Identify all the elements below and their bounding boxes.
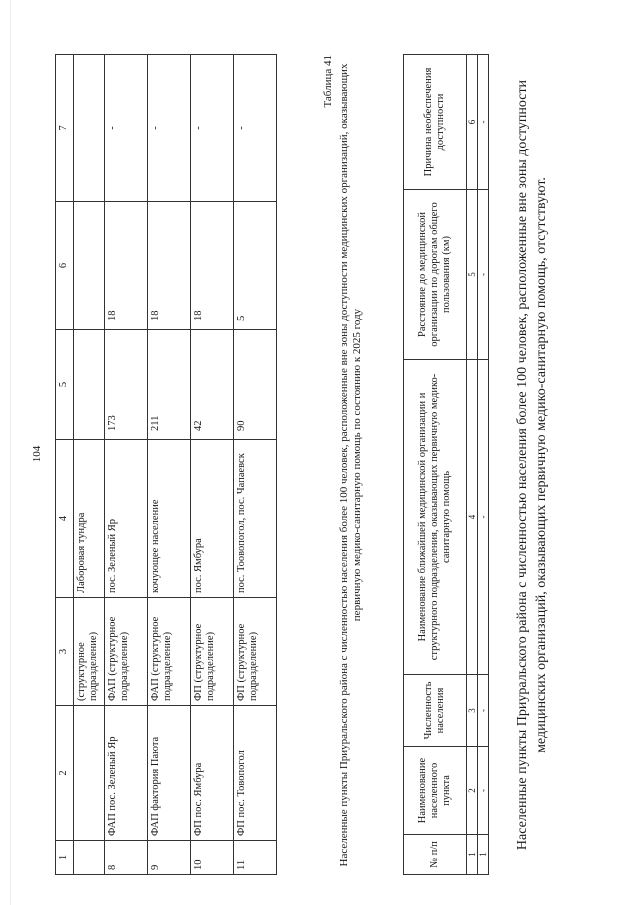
reason: - <box>148 55 191 202</box>
rotated-page-content <box>55 55 560 875</box>
row-number: 11 <box>234 841 277 875</box>
column-number: 4 <box>467 360 478 675</box>
header-cell: 1 <box>56 841 74 875</box>
header-cell: 7 <box>56 55 74 202</box>
conclusion-paragraph: Населенные пункты Приуральского района с численностью населения более 100 человек, расположенные вне зоны доступности медицинских организаций, оказывающих первичную медико-санитарную помощь, отсутствуют. <box>515 79 549 851</box>
header-cell: 6 <box>56 202 74 330</box>
organization: ФП (структурное подразделение) <box>234 598 277 706</box>
row-number: 8 <box>105 841 148 875</box>
facility-name: ФАП пос. Зеленый Яр <box>105 706 148 841</box>
facility-name <box>74 706 105 841</box>
nearest-settlement: пос. Ямбура <box>191 440 234 598</box>
nearest-settlement: кочующее население <box>148 440 191 598</box>
table-header-row <box>56 55 74 875</box>
table-label: Таблица 41 <box>322 55 334 108</box>
row-number: 9 <box>148 841 191 875</box>
reason: - <box>234 55 277 202</box>
reason: - <box>191 55 234 202</box>
table-header-row <box>404 55 467 875</box>
column-number: 5 <box>467 190 478 360</box>
table-row <box>234 55 277 875</box>
header-cell: Наименование ближайшей медицинской организации и структурного подразделения, оказывающих первичную медико-санитарную помощь <box>404 360 467 675</box>
page-number: 104 <box>31 445 43 463</box>
distance: 173 <box>105 330 148 440</box>
table-cell: - <box>478 675 489 747</box>
column-number: 2 <box>467 747 478 835</box>
column-number: 3 <box>467 675 478 747</box>
table-cell: 1 <box>478 835 489 875</box>
header-cell: 2 <box>56 706 74 841</box>
time: 5 <box>234 202 277 330</box>
row-number <box>74 841 105 875</box>
table-row <box>148 55 191 875</box>
reason: - <box>105 55 148 202</box>
column-number: 6 <box>467 55 478 190</box>
upper-table <box>55 54 277 875</box>
table-cell: - <box>478 360 489 675</box>
column-number-row <box>467 55 478 875</box>
organization: (структурное подразделение) <box>74 598 105 706</box>
row-number: 10 <box>191 841 234 875</box>
header-cell: № п/п <box>404 835 467 875</box>
organization: ФАП (структурное подразделение) <box>105 598 148 706</box>
time: 18 <box>191 202 234 330</box>
table-cell: - <box>478 190 489 360</box>
nearest-settlement: пос. Зеленый Яр <box>105 440 148 598</box>
lower-table <box>403 54 489 875</box>
header-cell: Наименование населенного пункта <box>404 747 467 835</box>
header-cell: Численность населения <box>404 675 467 747</box>
header-cell: 3 <box>56 598 74 706</box>
reason <box>74 55 105 202</box>
facility-name: ФП пос. Ямбура <box>191 706 234 841</box>
time <box>74 202 105 330</box>
time: 18 <box>148 202 191 330</box>
table-cell: - <box>478 55 489 190</box>
time: 18 <box>105 202 148 330</box>
organization: ФАП (структурное подразделение) <box>148 598 191 706</box>
table-row <box>478 55 489 875</box>
table-cell: - <box>478 747 489 835</box>
facility-name: ФП пос. Товопогол <box>234 706 277 841</box>
table-row <box>105 55 148 875</box>
distance: 90 <box>234 330 277 440</box>
header-cell: Расстояние до медицинской организации по дорогам общего пользования (км) <box>404 190 467 360</box>
organization: ФП (структурное подразделение) <box>191 598 234 706</box>
table-title: Населенные пункты Приуральского района с численностью населения более 100 человек, расположенные вне зоны доступности медицинских организаций, оказывающих первичную медико-санитарную помощь по состоянию к 2025 году <box>338 63 363 867</box>
header-cell: 4 <box>56 440 74 598</box>
page-edge <box>10 0 11 905</box>
column-number: 1 <box>467 835 478 875</box>
distance: 42 <box>191 330 234 440</box>
nearest-settlement: пос. Тоовопогол, пос. Чапаевск <box>234 440 277 598</box>
header-cell: 5 <box>56 330 74 440</box>
header-cell: Причина необеспечения доступности <box>404 55 467 190</box>
facility-name: ФАП фактория Паюта <box>148 706 191 841</box>
nearest-settlement: Лаборовая тундра <box>74 440 105 598</box>
distance: 211 <box>148 330 191 440</box>
table-row <box>191 55 234 875</box>
distance <box>74 330 105 440</box>
table-row <box>74 55 105 875</box>
